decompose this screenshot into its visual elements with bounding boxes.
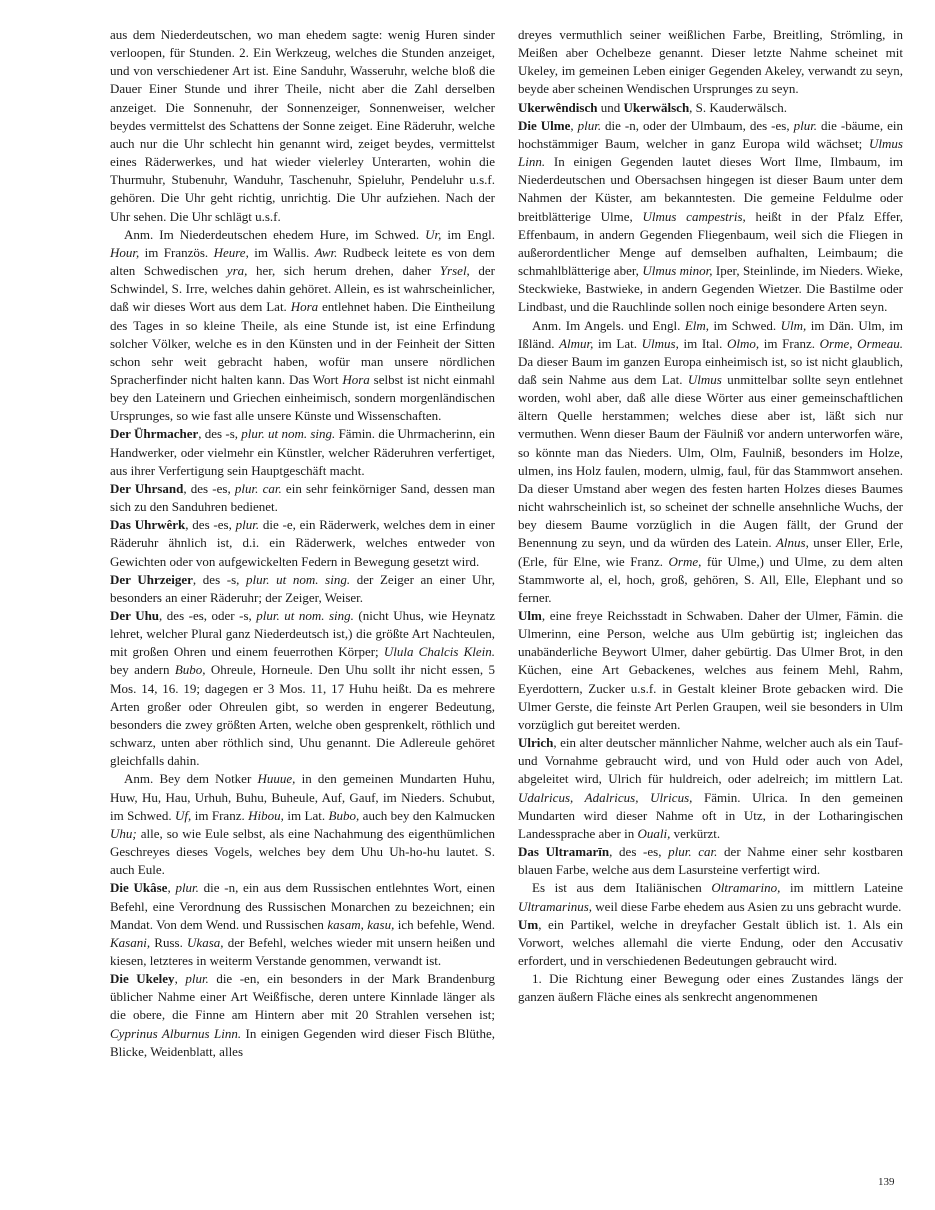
italic-term: Hora (342, 371, 370, 387)
headword: Ulm (518, 608, 542, 623)
text-run: bey andern (110, 662, 175, 678)
italic-term: Oltramarino, (711, 880, 781, 896)
italic-term: Ultramarinus, (518, 898, 593, 914)
text-run: , des -s, (192, 571, 247, 587)
text-run: Anm. Im Niederdeutschen ehedem Hure, im Schwed. (124, 226, 426, 242)
dictionary-entry (518, 843, 903, 879)
text-run: , (174, 971, 186, 987)
text-run: (nicht Uhus, wie Heynatz lehret, welcher Plural ganz Niederdeutsch ist,) die größte Art Nachteulen, mit großen Ohren und einem feuerrothen Körper; (110, 608, 495, 660)
text-run: unser Eller, Erle, (Erle, für Elne, wie Franz. (518, 535, 903, 569)
text-run: , ein Partikel, welche in dreyfacher Gestalt üblich ist. 1. Als ein Vorwort, welches allemahl die vierte Endung, oder den Accusativ erfordert, und in verschiedenen Bedeutungen gebraucht wird. (518, 916, 903, 968)
italic-term: Hour, (110, 244, 140, 260)
continued-paragraph (110, 26, 495, 226)
italic-term: kasam, kasu, (327, 916, 395, 932)
italic-term: Bubo, (328, 807, 360, 823)
headword: Die Ukeley (110, 971, 175, 987)
text-run: Ohreule, Horneule. Den Uhu sollt ihr nicht essen, 5 Mos. 14, 16. 19; dagegen er 3 Mos. 11, 17 Huhu heißt. Da es mehrere Arten großer oder Ohreulen gibt, so werden in engerer Bedeutung, besonders die zwey größten Arten, welche oben gesprenkelt, röthlich und schwarz, unten aber röthlich sind, Uhu genannt. Die Adlereule gehöret gleichfalls dahin. (110, 662, 496, 769)
text-run: im Dän. Ulm, im Ißländ. (518, 317, 904, 351)
italic-term: Kasani, (110, 934, 151, 950)
continued-paragraph (518, 26, 903, 99)
headword: Der Uhrzeiger (110, 571, 193, 587)
text-run: im Lat. (283, 807, 329, 823)
dictionary-entry (518, 99, 903, 117)
italic-term: Ulmus, (641, 335, 679, 351)
page-number: 139 (878, 1176, 895, 1188)
text-run: alle, so wie Eule selbst, als eine Nachahmung des eigenthümlichen Geschreyes dieses Vogels, welches bey dem Uhu Uh-ho-hu lautet. S. auch Eule. (110, 825, 495, 878)
text-run: im mittlern Lateine (780, 880, 903, 896)
italic-term: Ulm, (780, 317, 807, 333)
annotation-paragraph (110, 226, 495, 426)
text-run: , des -es, (609, 844, 669, 860)
italic-term: Olmo, (727, 335, 760, 351)
italic-term: plur. (793, 117, 818, 133)
text-run: verkürzt. (670, 825, 721, 841)
text-run: , ein alter deutscher männlicher Nahme, welcher auch als ein Tauf- und Vornahme gebraucht wird, und von Huld oder auch von Adel, abgeleitet wird, Ulrich für huldreich, oder adelreich; im mittlern Lat. (518, 735, 903, 787)
dictionary-entry (518, 607, 903, 734)
annotation-paragraph (518, 317, 903, 608)
text-run: Fämin. die Uhrmacherinn, ein Handwerker, oder vielmehr ein Künstler, welcher Räderuhren verfertiget, aus ihrer Verfertigung sein Hauptgeschäft macht. (110, 426, 495, 478)
italic-term: Uhu; (110, 825, 137, 841)
italic-term: Huuue, (257, 771, 296, 787)
italic-term: plur. car. (234, 480, 282, 496)
text-run: im Ital. (678, 335, 728, 351)
dictionary-entry (518, 734, 903, 843)
italic-term: Elm, (684, 317, 710, 333)
text-run: im Französ. (139, 244, 214, 260)
text-run: , des -s, (198, 426, 242, 442)
text-run: die -n, oder der Ulmbaum, des -es, (601, 117, 794, 133)
text-run: heißt in der Pfalz Effer, Effenbaum, in andern Gegenden Fliegenbaum, weil sich die Fliegen in außerordentlicher Menge auf demselben aufhalten, Leimbaum; die schmahlblätterige aber, (518, 208, 904, 279)
italic-term: Ur, (425, 226, 442, 242)
text-run: In einigen Gegenden wird dieser Fisch Blüthe, Blicke, Weidenblatt, alles (110, 1025, 496, 1059)
italic-term: Ouali, (637, 825, 671, 841)
text-run: Russ. (150, 934, 188, 950)
dictionary-entry (110, 425, 495, 479)
dictionary-entry (518, 117, 903, 317)
text-run: im Engl. (441, 226, 495, 242)
text-run: , des -es, (185, 517, 236, 533)
text-run: im Schwed. (709, 317, 781, 333)
text-run: aus dem Niederdeutschen, wo man ehedem sagte: wenig Huren sinder verloopen, für Stunden. 2. Ein Werkzeug, welches die Stunden anzeiget, und von verschiedener Art ist. Eine Sanduhr, Wasseruhr, welche bloß die Dauer Einer Stunde und ihrer Theile, nicht aber die Zahl derselben anzeiget. Die Sonnenuhr, der Sonnenzeiger, Sonnenweiser, welcher beydes vermittelst des Schattens der Sonne zeiget. Eine Räderuhr, welche auch nur die Uhr schlecht hin genannt wird, zeiget beydes, vermittelst eines Räderwerkes, und hat wieder vielerley Unterarten, wohin die Thurmuhr, Stubenuhr, Wanduhr, Taschenuhr, Spieluhr, Pendeluhr u.s.f. gehören. Die Uhr geht richtig, unrichtig. Die Uhr aufziehen. Nach der Uhr sehen. Die Uhr schlägt u.s.f. (110, 27, 495, 224)
italic-term: Cyprinus Alburnus Linn. (110, 1025, 242, 1041)
right-column (518, 26, 903, 1006)
text-run: In einigen Gegenden lautet dieses Wort Ilme, Ilmbaum, im Niederdeutschen und Obersachsen hingegen ist dieser Baum unter dem Nahmen der Küster, am bekanntesten. Die gemeine Feldulme oder breitblätterige Ulme, (518, 154, 903, 224)
italic-term: Ulula Chalcis Klein. (383, 644, 496, 660)
italic-term: Heure, (213, 244, 249, 260)
dictionary-entry (110, 607, 495, 770)
headword: Die Ukâse (110, 880, 168, 896)
text-run: die -n, ein aus dem Russischen entlehntes Wort, einen Befehl, eine Verordnung des Russischen Monarchen zu bezeichnen; ein Mandat. Von dem Wend. und Russischen (110, 880, 496, 932)
text-run: in den gemeinen Mundarten Huhu, Huw, Hu, Hau, Urhuh, Buhu, Buheule, Auf, Gauf, im Nieders. Schubut, im Schwed. (110, 771, 496, 823)
italic-term: Alnus, (775, 535, 809, 551)
italic-term: Hibou, (248, 807, 284, 823)
text-run: , eine freye Reichsstadt in Schwaben. Daher der Ulmer, Fämin. die Ulmerinn, eine Person, welche aus Ulm gebürtig ist; ingleichen das unabänderliche Beywort Ulmer, daher gebürtig. Das Ulmer Brot, in den Küchen, eine Art Gebackenes, welches aus feinem Mehl, Rahm, Eyerdottern, Zucker u.s.f. in Gestalt kleiner Brote gebacken wird. Die Ulmer Gerste, die feinste Art Perlen Graupen, weil sie besonders in Ulm vorzüglich gut bereitet werden. (518, 608, 903, 732)
italic-term: plur. car. (668, 844, 718, 860)
dictionary-entry (110, 480, 495, 516)
annotation-paragraph (518, 970, 903, 1006)
italic-term: Yrsel, (439, 263, 470, 279)
headword: Das Ultramarīn (518, 844, 610, 860)
headword: Ukerwêndisch (518, 99, 598, 115)
italic-term: plur. (175, 880, 199, 896)
italic-term: Hora (290, 299, 319, 315)
text-run: selbst ist nicht einmahl bey den Lateinern und Griechen einheimisch, sondern morgenländischen Ursprunges, so wie fast alle unsere Künste und Wissenschaften. (110, 371, 496, 424)
headword: Ukerwälsch (623, 99, 690, 115)
italic-term: Bubo, (174, 662, 206, 678)
italic-term: Ulmus campestris, (642, 208, 746, 224)
dictionary-entry (110, 571, 495, 607)
text-run: im Franz. (191, 807, 249, 823)
italic-term: plur. ut nom. sing. (246, 571, 351, 587)
text-run: Iper, Steinlinde, im Nieders. Wieke, Steckwieke, Bastwieke, in andern Gegenden Wietzer. Die Bastilme oder Lindbast, und die Rauchlinde sollen noch einige besondere Arten seyn. (518, 263, 903, 315)
text-run: unmittelbar sollte seyn entlehnet worden, wohl aber, daß alle diese Wörter aus einer gemeinschaftlichen ältern Quelle herstammen; welches diese aber ist, läßt sich nur vermuthen. Wenn dieser Baum der Fäulniß vor andern unterworfen wäre, so könnte man das Nieders. Ulm, Olm, Faulniß, besonders im Holze, ulmen, ins Holz faulen, modern, ulmig, faul, für das Stammwort ansehen. Da dieser Umstand aber wegen des festen harten Holzes dieses Baumes nicht wahrscheinlich ist, so scheinet der schnelle ansehnliche Wuchs, der bey diesem Baume vorzüglich in die Augen fällt, der Grund der Benennung zu seyn, und da würden des Latein. (518, 371, 903, 551)
annotation-paragraph (110, 770, 495, 879)
headword: Der Ührmacher (110, 426, 199, 442)
text-run: , des -es, (183, 480, 235, 496)
headword: Der Uhrsand (110, 480, 184, 496)
italic-term: Orme, Ormeau. (819, 335, 904, 351)
italic-term: Almur, (559, 335, 594, 351)
text-run: dreyes vermuthlich seiner weißlichen Farbe, Breitling, Strömling, in Meißen aber Ochelbeze genannt. Dieser letzte Nahme scheinet mit Ukeley, im gemeinen Leben einiger Gegenden Akeley, verwandt zu seyn, beyde aber scheinen Wendischen Ursprunges zu seyn. (518, 27, 903, 97)
italic-term: plur. ut nom. sing. (241, 426, 336, 442)
dictionary-entry (110, 879, 495, 970)
text-run: entlehnet haben. Die Eintheilung des Tages in so kleine Theile, als eine Stunde ist, ist eine Erfindung solcher Völker, welche es in den Künsten und in der Feinheit der Sitten schon sehr weit gebracht haben, wofür man unsere nördlichen Spracherfinder nicht halten kann. Das Wort (110, 299, 495, 387)
italic-term: Ulmus (687, 371, 722, 387)
text-run: weil diese Farbe ehedem aus Asien zu uns gebracht wurde. (592, 898, 902, 914)
text-run: der Zeiger an einer Uhr, besonders an einer Räderuhr; der Zeiger, Weiser. (110, 571, 496, 605)
text-run: der Befehl, welches wieder mit unsern heißen und kiesen, letzteres in weiterm Verstande genommen, verwandt ist. (110, 934, 496, 968)
italic-term: plur. (185, 971, 209, 987)
italic-term: plur. (235, 517, 260, 533)
text-run: , S. Kauderwälsch. (689, 99, 788, 115)
text-run: die -bäume, ein hochstämmiger Baum, welcher in ganz Europa wild wächset; (518, 117, 904, 151)
text-run: Anm. Bey dem Notker (124, 771, 258, 787)
italic-term: plur. (577, 117, 602, 133)
italic-term: Uf, (175, 807, 192, 823)
text-run: 1. Die Richtung einer Bewegung oder eines Zustandes längs der ganzen äußern Fläche eines als senkrecht angenommenen (518, 971, 903, 1005)
text-run: die -en, ein besonders in der Mark Brandenburg üblicher Nahme einer Art Weißfische, deren untere Kinnlade länger als die obere, die Finne am Hintern aber mit 20 Strahlen versehen ist; (110, 971, 496, 1023)
text-run: Anm. Im Angels. und Engl. (532, 317, 685, 333)
italic-term: plur. ut nom. sing. (256, 608, 354, 623)
text-run: ich befehle, Wend. (394, 916, 495, 932)
text-run: für Ulme,) und Ulme, zu dem alten Stammworte al, el, hoch, groß, gehören, S. All, Elle, Elephant und so ferner. (518, 553, 903, 605)
text-run: im Lat. (593, 335, 642, 351)
left-column (110, 26, 495, 1061)
italic-term: Ukasa, (187, 934, 224, 950)
italic-term: Awr. (314, 244, 338, 260)
dictionary-entry (518, 916, 903, 970)
italic-term: Ulmus Linn. (518, 135, 903, 170)
dictionary-entry (110, 516, 495, 570)
text-run: Es ist aus dem Italiänischen (532, 880, 712, 896)
text-run: auch bey den Kalmucken (359, 807, 495, 823)
headword: Der Uhu (110, 608, 160, 623)
text-run: ein sehr feinkörniger Sand, dessen man sich zu den Sanduhren bedienet. (110, 480, 496, 515)
text-run: Rudbeck leitete es von dem alten Schwedischen (110, 244, 495, 279)
italic-term: Udalricus, Adalricus, Ulricus, (518, 789, 693, 805)
headword: Die Ulme (518, 117, 571, 133)
text-run: , des -es, oder -s, (159, 608, 257, 623)
italic-term: yra, (226, 263, 248, 279)
text-run: Da dieser Baum im ganzen Europa einheimisch ist, so ist nicht glaublich, daß sein Nahme aus dem Lat. (518, 353, 903, 387)
text-run: im Franz. (759, 335, 820, 351)
text-run: der Schwindel, S. Irre, welches dahin gehöret. Allein, es ist wahrscheinlicher, daß wir dieses Wort aus dem Lat. (110, 263, 495, 315)
text-run: die -e, ein Räderwerk, welches dem in einer Räderuhr ähnlich ist, d.i. ein Räderwerk, welches entweder von Gewichten oder von aufgewickelten Federn in Bewegung gesetzt wird. (110, 517, 495, 569)
text-run: und (597, 99, 624, 115)
annotation-paragraph (518, 879, 903, 915)
italic-term: Orme, (668, 553, 702, 569)
text-run: der Nahme einer sehr kostbaren blauen Farbe, welche aus dem Lasursteine verfertigt wird. (518, 844, 903, 878)
text-run: im Wallis. (248, 244, 315, 260)
dictionary-entry (110, 970, 495, 1061)
text-run: Fämin. Ulrica. In den gemeinen Mundarten wird dieser Nahme oft in Utz, in der Lotharingischen Landessprache aber in (518, 789, 903, 841)
headword: Um (518, 916, 539, 932)
headword: Ulrich (518, 735, 554, 751)
headword: Das Uhrwêrk (110, 517, 186, 533)
text-run: her, sich herum drehen, daher (247, 263, 440, 279)
text-run: , (167, 880, 176, 896)
italic-term: Ulmus minor, (642, 263, 713, 279)
text-run: , (570, 117, 578, 133)
